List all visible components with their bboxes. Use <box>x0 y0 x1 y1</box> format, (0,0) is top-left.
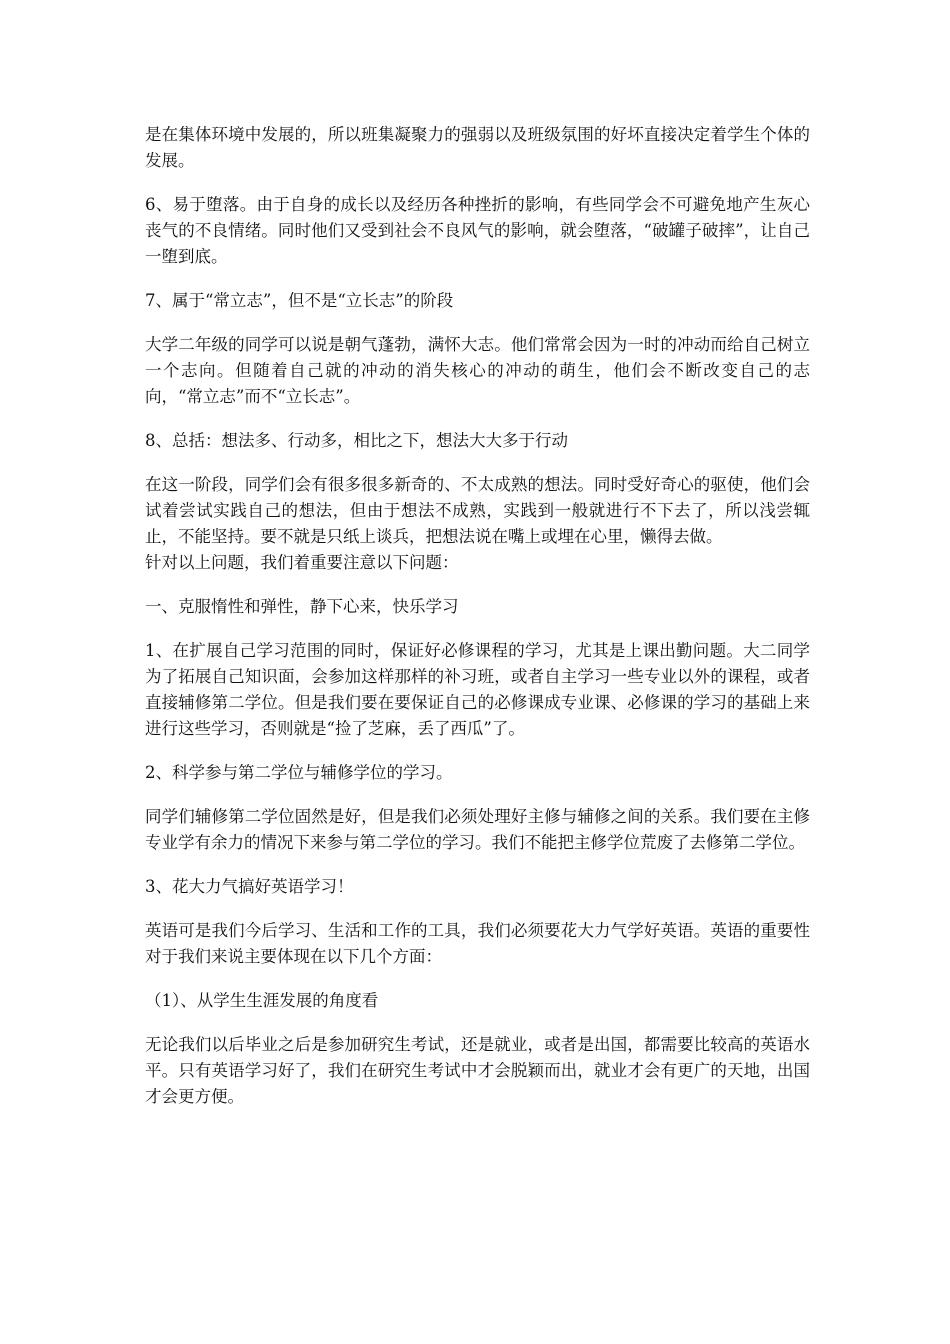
paragraph-point-2-body: 同学们辅修第二学位固然是好，但是我们必须处理好主修与辅修之间的关系。我们要在主修专业学有余力的情况下来参与第二学位的学习。我们不能把主修学位荒废了去修第二学位。 <box>145 807 810 852</box>
paragraph-item-7-heading: 7、属于“常立志”，但不是“立长志”的阶段 <box>145 291 454 310</box>
paragraph-intro-issues: 针对以上问题，我们着重要注意以下问题： <box>145 553 459 572</box>
paragraph-class-cohesion: 是在集体环境中发展的，所以班集凝聚力的强弱以及班级氛围的好坏直接决定着学生个体的发展。 <box>145 125 810 170</box>
document-body <box>145 122 810 1128</box>
paragraph-item-8-heading: 8、总括：想法多、行动多，相比之下，想法大大多于行动 <box>145 431 568 450</box>
paragraph-point-3-body: 英语可是我们今后学习、生活和工作的工具，我们必须要花大力气学好英语。英语的重要性对于我们来说主要体现在以下几个方面： <box>145 921 810 966</box>
section-heading-1: 一、克服惰性和弹性，静下心来，快乐学习 <box>145 597 459 616</box>
paragraph-point-3-heading: 3、花大力气搞好英语学习！ <box>145 877 354 896</box>
paragraph-item-6: 6、易于堕落。由于自身的成长以及经历各种挫折的影响，有些同学会不可避免地产生灰心丧气的不良情绪。同时他们又受到社会不良风气的影响，就会堕落，“破罐子破摔”，让自己一堕到底。 <box>145 195 810 266</box>
paragraph-subpoint-1-body: 无论我们以后毕业之后是参加研究生考试，还是就业，或者是出国，都需要比较高的英语水平。只有英语学习好了，我们在研究生考试中才会脱颖而出，就业才会有更广的天地，出国才会更方便。 <box>145 1035 810 1106</box>
paragraph-item-8-body: 在这一阶段，同学们会有很多很多新奇的、不太成熟的想法。同时受好奇心的驱使，他们会试着尝试实践自己的想法，但由于想法不成熟，实践到一般就进行不下去了，所以浅尝辄止，不能坚持。要不就是只纸上谈兵，把想法说在嘴上或埋在心里，懒得去做。 <box>145 475 810 546</box>
paragraph-point-2-heading: 2、科学参与第二学位与辅修学位的学习。 <box>145 763 453 782</box>
paragraph-subpoint-1-heading: （1）、从学生生涯发展的角度看 <box>145 991 379 1010</box>
paragraph-item-7-body: 大学二年级的同学可以说是朝气蓬勃，满怀大志。他们常常会因为一时的冲动而给自己树立一个志向。但随着自己就的冲动的消失核心的冲动的萌生，他们会不断改变自己的志向，“常立志”而不“立长志”。 <box>145 335 810 406</box>
paragraph-point-1: 1、在扩展自己学习范围的同时，保证好必修课程的学习，尤其是上课出勤问题。大二同学为了拓展自己知识面，会参加这样那样的补习班，或者自主学习一些专业以外的课程，或者直接辅修第二学位。但是我们要在要保证自己的必修课成专业课、必修课的学习的基础上来进行这些学习，否则就是“捡了芝麻，丢了西瓜”了。 <box>145 641 810 738</box>
